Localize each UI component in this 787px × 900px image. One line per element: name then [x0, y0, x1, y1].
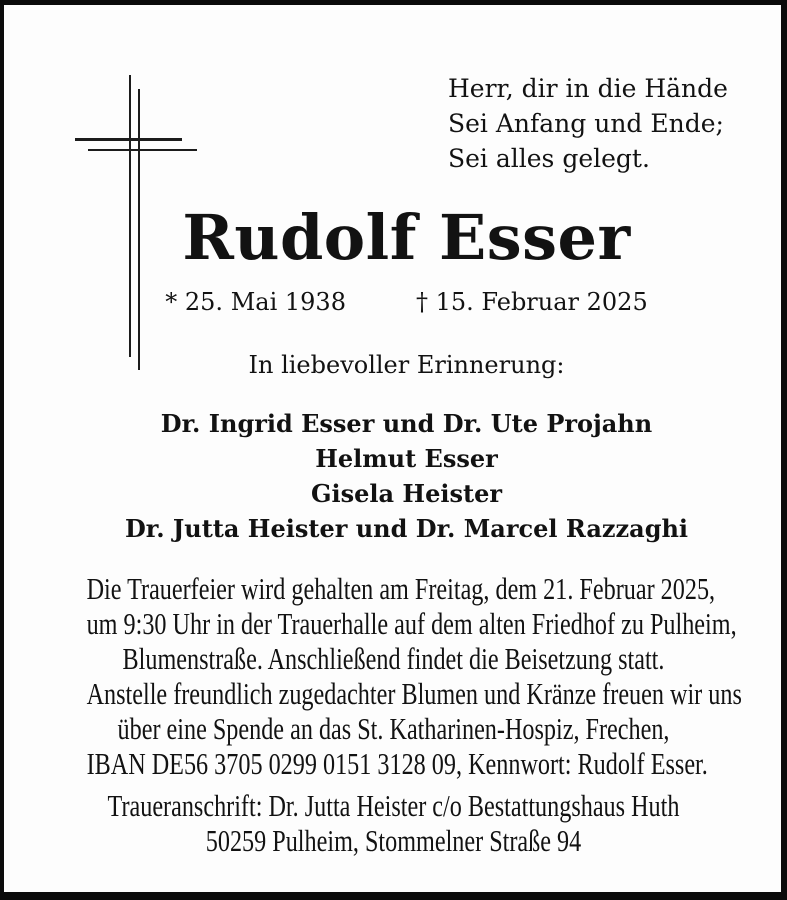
- funeral-line: Blumenstraße. Anschließend findet die Beisetzung statt.: [122, 641, 665, 676]
- scan-border-bottom: [0, 892, 787, 900]
- mourner-name: Helmut Esser: [315, 444, 498, 473]
- contact-line: 50259 Pulheim, Stommelner Straße 94: [205, 823, 582, 858]
- verse-line: Sei alles gelegt.: [448, 144, 650, 173]
- scan-border-top: [0, 0, 787, 5]
- funeral-line: IBAN DE56 3705 0299 0151 3128 09, Kennwort: Rudolf Esser.: [86, 746, 708, 781]
- verse-line: Herr, dir in die Hände: [448, 74, 728, 103]
- verse-line: Sei Anfang und Ende;: [448, 109, 724, 138]
- cross-horizontal-line-2: [88, 149, 197, 151]
- opening-verse: [448, 71, 728, 176]
- mourner-name: Dr. Ingrid Esser und Dr. Ute Projahn: [160, 409, 653, 438]
- deceased-name: Rudolf Esser: [182, 201, 631, 274]
- funeral-details: [0, 571, 787, 781]
- funeral-line: um 9:30 Uhr in der Trauerhalle auf dem alten Friedhof zu Pulheim,: [86, 606, 737, 641]
- mourning-address: [0, 788, 787, 858]
- mourner-name: Dr. Jutta Heister und Dr. Marcel Razzaghi: [124, 514, 689, 543]
- mourner-name: Gisela Heister: [311, 479, 502, 508]
- mourners-list: [26, 406, 787, 546]
- death-date: † 15. Februar 2025: [415, 288, 648, 316]
- cross-horizontal-line-1: [75, 138, 182, 141]
- funeral-line: über eine Spende an das St. Katharinen-Hospiz, Frechen,: [117, 711, 670, 746]
- contact-line: Traueranschrift: Dr. Jutta Heister c/o Bestattungshaus Huth: [107, 788, 680, 823]
- memorial-intro: In liebevoller Erinnerung:: [248, 351, 565, 379]
- funeral-line: Anstelle freundlich zugedachter Blumen und Kränze freuen wir uns: [86, 676, 742, 711]
- life-dates: [26, 287, 787, 317]
- birth-date: * 25. Mai 1938: [165, 288, 346, 316]
- funeral-line: Die Trauerfeier wird gehalten am Freitag, dem 21. Februar 2025,: [86, 571, 716, 606]
